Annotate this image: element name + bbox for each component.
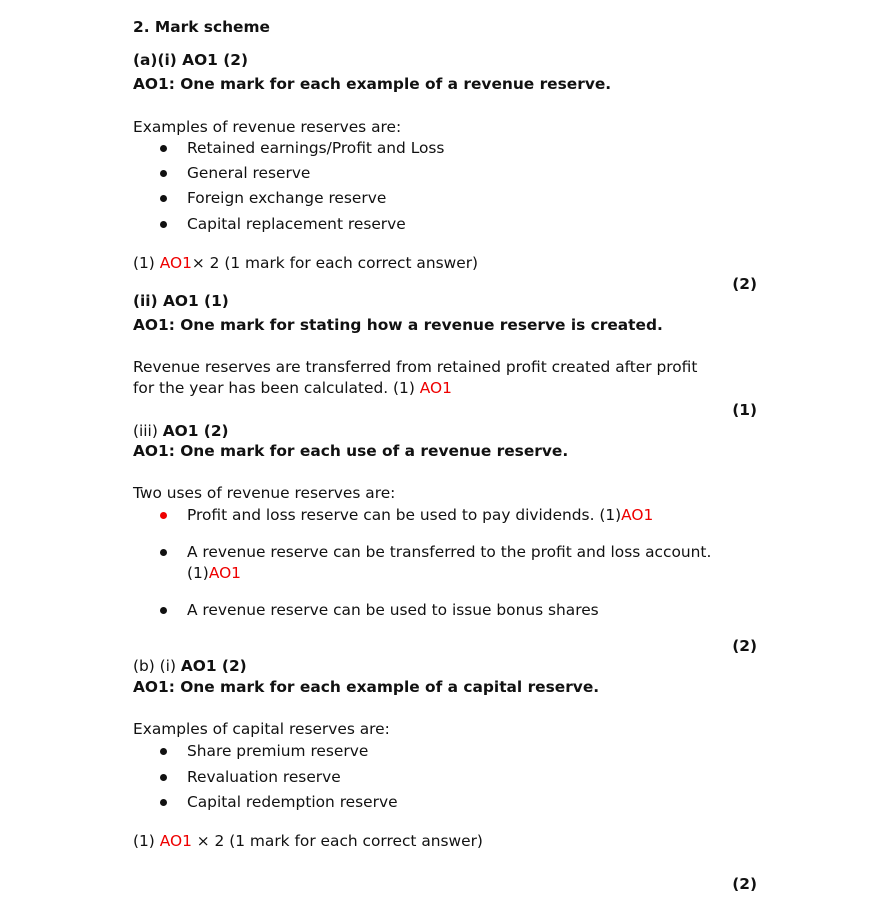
- a-ii-answer-line1: Revenue reserves are transferred from retained profit created after profit: [133, 358, 698, 376]
- a-iii-heading: [133, 421, 229, 441]
- award-suffix: × 2 (1 mark for each correct answer): [191, 832, 483, 850]
- b-i-heading: [133, 656, 247, 676]
- ao-tag: AO1: [159, 254, 192, 272]
- list-item: Foreign exchange reserve: [187, 189, 387, 207]
- a-i-criterion: AO1: One mark for each example of a revenue reserve.: [133, 75, 612, 93]
- a-iii-intro: Two uses of revenue reserves are:: [133, 484, 396, 502]
- marks-total: (2): [732, 275, 757, 293]
- bullet-icon: [160, 145, 167, 152]
- list-item: Retained earnings/Profit and Loss: [187, 139, 445, 157]
- a-ii-criterion: AO1: One mark for stating how a revenue reserve is created.: [133, 316, 663, 334]
- item-text: (1): [187, 564, 209, 582]
- heading-ao: AO1 (1): [162, 292, 229, 310]
- ao-tag: AO1: [621, 506, 654, 524]
- award-prefix: (1): [133, 254, 160, 272]
- marks-total: (1): [732, 401, 757, 419]
- list-item: Share premium reserve: [187, 742, 369, 760]
- answer-text: for the year has been calculated. (1): [133, 379, 420, 397]
- list-item: Revaluation reserve: [187, 768, 341, 786]
- bullet-icon: [160, 774, 167, 781]
- a-i-award: [133, 253, 478, 273]
- a-iii-criterion: AO1: One mark for each use of a revenue reserve.: [133, 442, 569, 460]
- section-title: 2. Mark scheme: [133, 18, 270, 36]
- list-item: A revenue reserve can be transferred to the profit and loss account.: [187, 543, 712, 561]
- bullet-icon: [160, 221, 167, 228]
- a-i-heading: (a)(i) AO1 (2): [133, 51, 248, 69]
- bullet-icon: [160, 170, 167, 177]
- a-ii-answer-line2: [133, 378, 452, 398]
- award-prefix: (1): [133, 832, 160, 850]
- ao-tag: AO1: [208, 564, 241, 582]
- marks-total: (2): [732, 637, 757, 655]
- bullet-icon: [160, 512, 167, 519]
- bullet-icon: [160, 607, 167, 614]
- bullet-icon: [160, 748, 167, 755]
- b-i-award: [133, 831, 483, 851]
- list-item: General reserve: [187, 164, 311, 182]
- heading-prefix: (b) (i): [133, 657, 181, 675]
- list-item: Capital redemption reserve: [187, 793, 398, 811]
- a-i-intro: Examples of revenue reserves are:: [133, 118, 402, 136]
- award-suffix: × 2 (1 mark for each correct answer): [191, 254, 479, 272]
- list-item: [187, 505, 653, 525]
- item-text: Profit and loss reserve can be used to pay dividends. (1): [187, 506, 622, 524]
- heading-prefix: (ii): [133, 292, 163, 310]
- b-i-intro: Examples of capital reserves are:: [133, 720, 390, 738]
- heading-ao: AO1 (2): [180, 657, 247, 675]
- bullet-icon: [160, 549, 167, 556]
- list-item: A revenue reserve can be used to issue bonus shares: [187, 601, 599, 619]
- list-item-continuation: [187, 563, 241, 583]
- a-ii-heading: [133, 291, 229, 311]
- bullet-icon: [160, 195, 167, 202]
- heading-prefix: (iii): [133, 422, 163, 440]
- bullet-icon: [160, 799, 167, 806]
- b-i-criterion: AO1: One mark for each example of a capital reserve.: [133, 678, 600, 696]
- list-item: Capital replacement reserve: [187, 215, 406, 233]
- marks-total: (2): [732, 875, 757, 893]
- ao-tag: AO1: [419, 379, 452, 397]
- heading-ao: AO1 (2): [162, 422, 229, 440]
- ao-tag: AO1: [159, 832, 192, 850]
